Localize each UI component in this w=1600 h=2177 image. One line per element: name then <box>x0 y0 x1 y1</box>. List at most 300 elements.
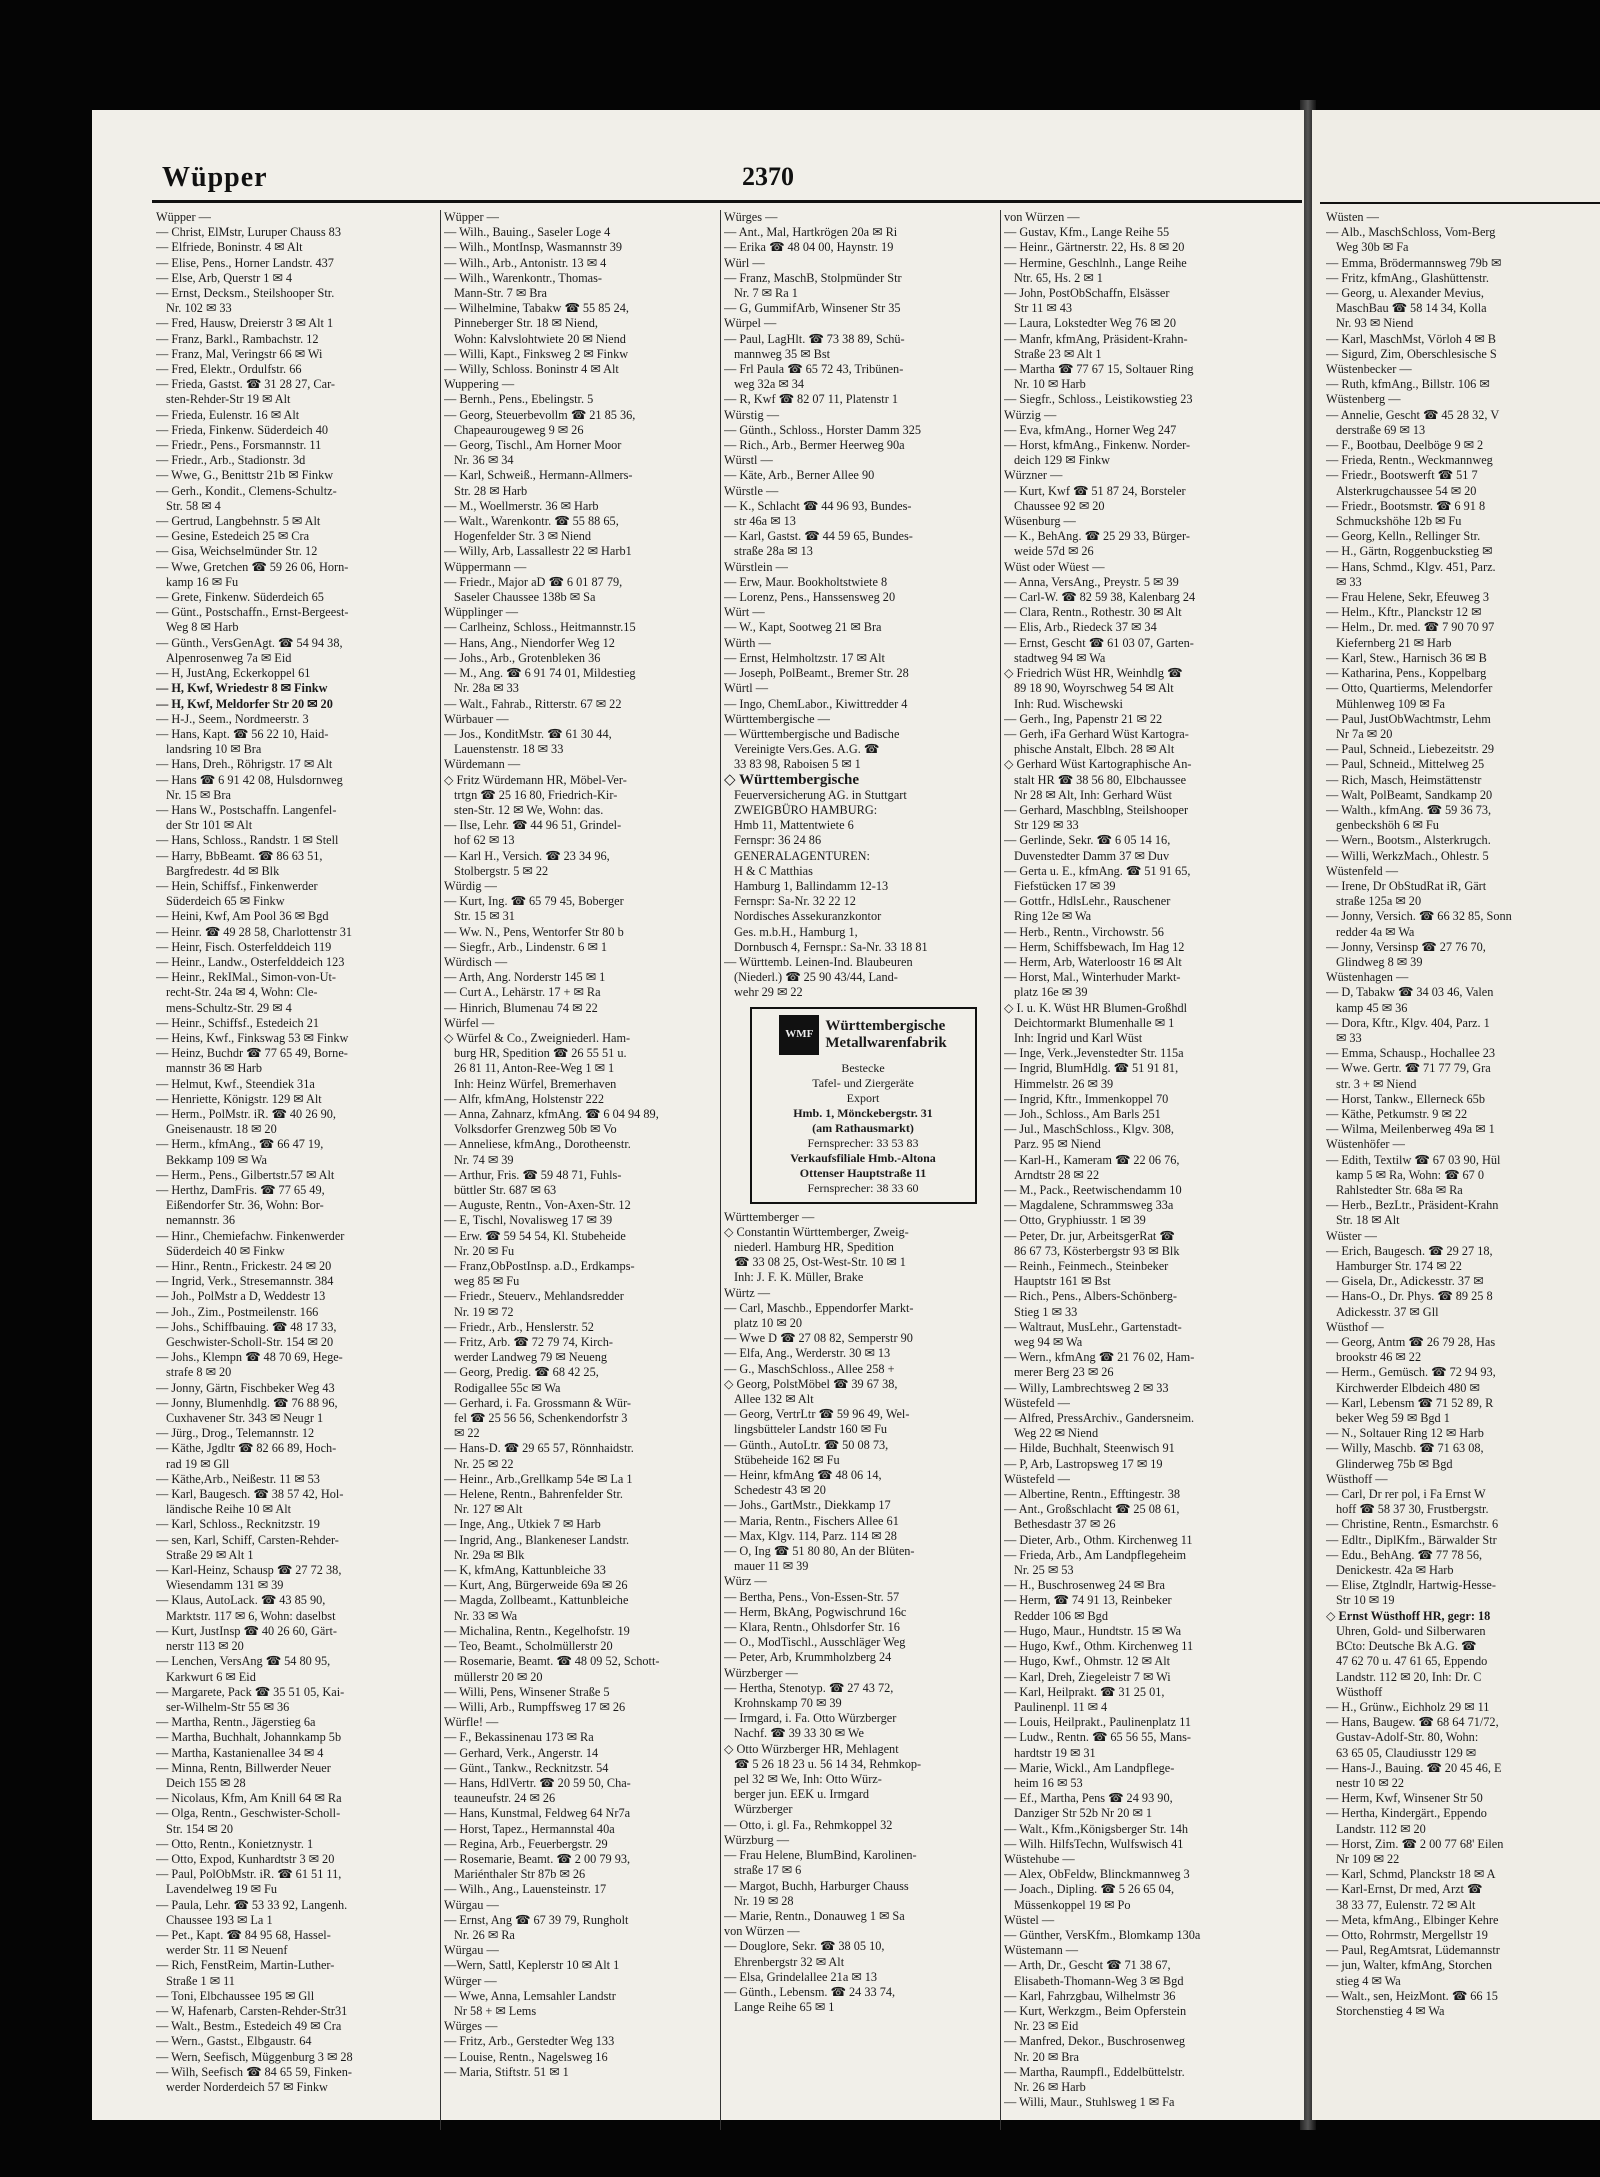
directory-entry: Vereinigte Vers.Ges. A.G. ☎ <box>734 742 880 757</box>
directory-entry: Fernspr: Sa-Nr. 32 22 12 <box>734 894 856 909</box>
directory-entry: Straße 23 ✉ Alt 1 <box>1014 346 1102 361</box>
directory-entry: stalt HR ☎ 38 56 80, Elbchaussee <box>1014 772 1187 787</box>
directory-entry: Stolbergstr. 5 ✉ 22 <box>454 863 549 878</box>
directory-entry: — Siegfr., Schloss., Leistikowstieg 23 <box>1004 392 1193 407</box>
directory-entry: — Gisela, Dr., Adickesstr. 37 ✉ <box>1326 1274 1484 1289</box>
directory-entry: Karkwurt 6 ✉ Eid <box>166 1669 256 1684</box>
directory-entry: Rodigallee 55c ✉ Wa <box>454 1380 561 1395</box>
ad-address-note: (am Rathausmarkt) <box>812 1120 914 1135</box>
directory-entry: — Joach., Dipling. ☎ 5 26 65 04, <box>1004 1882 1175 1897</box>
directory-entry: Nr. 26 ✉ Ra <box>454 1927 515 1942</box>
directory-entry: straße 125a ✉ 20 <box>1336 894 1422 909</box>
directory-entry: 47 62 70 u. 47 61 65, Eppendo <box>1336 1654 1488 1669</box>
directory-entry: — Dora, Kftr., Klgv. 404, Parz. 1 <box>1326 1015 1490 1030</box>
directory-entry: — Walt., sen, HeizMont. ☎ 66 15 <box>1326 1988 1498 2003</box>
directory-entry: burg HR, Spedition ☎ 26 55 51 u. <box>454 1046 627 1061</box>
directory-entry: — Horst, Tapez., Hermannstal 40a <box>444 1821 615 1836</box>
ad-company-line-1: Württembergische <box>825 1017 946 1034</box>
directory-entry: — O., ModTischl., Ausschläger Weg <box>724 1635 906 1650</box>
directory-entry: — Ernst, Decksm., Steilshooper Str. <box>156 286 335 301</box>
directory-entry: — Ingrid, Ang., Blankeneser Landstr. <box>444 1532 630 1547</box>
directory-entry: — Georg, VertrLtr ☎ 59 96 49, Wel- <box>724 1407 910 1422</box>
directory-entry: Kirchwerder Elbdeich 480 ✉ <box>1336 1380 1480 1395</box>
directory-entry: Süderdeich 40 ✉ Finkw <box>166 1243 285 1258</box>
surname-heading: Würgau — <box>444 1943 499 1958</box>
directory-entry: — Johs., Klempn ☎ 48 70 69, Hege- <box>156 1350 343 1365</box>
column-3-entries <box>724 210 1002 1001</box>
directory-entry: — Herm., Pens., Gilbertstr.57 ✉ Alt <box>156 1167 335 1182</box>
directory-entry: — Horst, Tankw., Ellerneck 65b <box>1326 1091 1485 1106</box>
directory-entry: — Elsa, Grindelallee 21a ✉ 13 <box>724 1969 878 1984</box>
directory-entry: Parz. 95 ✉ Niend <box>1014 1137 1101 1152</box>
directory-entry: Nr. 26 ✉ Harb <box>1014 2079 1086 2094</box>
directory-entry: — Wilh, Seefisch ☎ 84 65 59, Finken- <box>156 2064 352 2079</box>
directory-entry: — Wilhelmine, Tabakw ☎ 55 85 24, <box>444 301 629 316</box>
directory-entry: Hamburger Str. 174 ✉ 22 <box>1336 1259 1462 1274</box>
directory-entry: — Gerh., Kondit., Clemens-Schultz- <box>156 483 337 498</box>
surname-heading: Wüster — <box>1326 1228 1377 1243</box>
directory-entry: Elisabeth-Thomann-Weg 3 ✉ Bgd <box>1014 1973 1184 1988</box>
surname-heading: Würzner — <box>1004 468 1063 483</box>
directory-entry: Schedestr 43 ✉ 20 <box>734 1483 826 1498</box>
directory-entry: — Hans, Kapt. ☎ 56 22 10, Haid- <box>156 726 329 741</box>
directory-entry: weide 57d ✉ 26 <box>1014 544 1094 559</box>
surname-heading: Wüsenburg — <box>1004 514 1076 529</box>
directory-entry: — Georg, Predig. ☎ 68 42 25, <box>444 1365 599 1380</box>
directory-entry: — H-J., Seem., Nordmeerstr. 3 <box>156 711 309 726</box>
directory-entry: platz 10 ✉ 20 <box>734 1315 803 1330</box>
directory-entry: — Herm, ☎ 74 91 13, Reinbeker <box>1004 1593 1172 1608</box>
directory-entry: mannstr 36 ✉ Harb <box>166 1061 263 1076</box>
directory-entry: Kiefernberg 21 ✉ Harb <box>1336 635 1452 650</box>
directory-entry: — Heinz, Buchdr ☎ 77 65 49, Borne- <box>156 1046 348 1061</box>
directory-entry: — Michalina, Rentn., Kegelhofstr. 19 <box>444 1623 630 1638</box>
directory-entry: — Karl-Heinz, Schausp ☎ 27 72 38, <box>156 1563 342 1578</box>
directory-entry: — Arthur, Fris. ☎ 59 48 71, Fuhls- <box>444 1167 622 1182</box>
directory-entry: redder 4a ✉ Wa <box>1336 924 1415 939</box>
directory-entry: 38 33 77, Eulenstr. 72 ✉ Alt <box>1336 1897 1476 1912</box>
directory-entry: — Karl, Schmd, Planckstr 18 ✉ A <box>1326 1867 1496 1882</box>
directory-entry: — Edith, Textilw ☎ 67 03 90, Hül <box>1326 1152 1501 1167</box>
directory-entry: — Joseph, PolBeamt., Bremer Str. 28 <box>724 666 909 681</box>
directory-entry: — Louise, Rentn., Nagelsweg 16 <box>444 2049 608 2064</box>
directory-entry: Wiesendamm 131 ✉ 39 <box>166 1578 284 1593</box>
directory-entry: — H, Kwf, Meldorfer Str 20 ✉ 20 <box>156 696 333 711</box>
directory-entry: — Carl, Dr rer pol, i Fa Ernst W <box>1326 1487 1486 1502</box>
directory-entry: — Minna, Rentn, Billwerder Neuer <box>156 1760 331 1775</box>
directory-entry: — Heinr, kfmAng ☎ 48 06 14, <box>724 1468 882 1483</box>
directory-entry: — Hilde, Buchhalt, Steenwisch 91 <box>1004 1441 1175 1456</box>
directory-entry: landsring 10 ✉ Bra <box>166 742 262 757</box>
directory-entry: — Karl, MaschMst, Vörloh 4 ✉ B <box>1326 331 1496 346</box>
directory-entry: Weg 22 ✉ Niend <box>1014 1426 1099 1441</box>
surname-heading: Wüstenberg — <box>1326 392 1401 407</box>
directory-entry: mannweg 35 ✉ Bst <box>734 346 831 361</box>
surname-heading: Wuppering — <box>444 377 515 392</box>
directory-entry: — Heinr., Gärtnerstr. 22, Hs. 8 ✉ 20 <box>1004 240 1185 255</box>
directory-entry: Weg 30b ✉ Fa <box>1336 240 1409 255</box>
directory-entry: — Magdalene, Schrammsweg 33a <box>1004 1198 1174 1213</box>
directory-entry: — Ingrid, Verk., Stresemannstr. 384 <box>156 1274 334 1289</box>
directory-entry: hof 62 ✉ 13 <box>454 833 515 848</box>
directory-entry: — Hans, Schmd., Klgv. 451, Parz. <box>1326 559 1496 574</box>
directory-entry: nemannstr. 36 <box>166 1213 235 1228</box>
directory-entry: — Jonny, Versich. ☎ 66 32 85, Sonn <box>1326 909 1512 924</box>
directory-page <box>92 110 1304 2120</box>
directory-entry: — G., MaschSchloss., Allee 258 + <box>724 1361 895 1376</box>
directory-entry: — Heini, Kwf, Am Pool 36 ✉ Bgd <box>156 909 329 924</box>
directory-entry: — Georg, Antm ☎ 26 79 28, Has <box>1326 1335 1496 1350</box>
directory-entry: — Wwe D ☎ 27 08 82, Semperstr 90 <box>724 1331 913 1346</box>
directory-entry: büttler Str. 687 ✉ 63 <box>454 1183 557 1197</box>
directory-entry: — Emma, Brödermannsweg 79b ✉ <box>1326 255 1502 270</box>
directory-entry: — Herm, BkAng, Pogwischrund 16c <box>724 1604 907 1619</box>
directory-entry: — Willi, Arb., Rumpffsweg 17 ✉ 26 <box>444 1699 626 1714</box>
directory-entry: Str. 154 ✉ 20 <box>166 1821 234 1836</box>
directory-entry: weg 32a ✉ 34 <box>734 377 805 392</box>
directory-entry: Stieg 1 ✉ 33 <box>1014 1304 1078 1319</box>
directory-entry: — Irmgard, i. Fa. Otto Würzberger <box>724 1711 897 1726</box>
directory-entry: — Peter, Dr. jur, ArbeitsgerRat ☎ <box>1004 1228 1175 1243</box>
directory-entry: MaschBau ☎ 58 14 34, Kolla <box>1336 301 1487 316</box>
directory-entry: — Friedr., Major aD ☎ 6 01 87 79, <box>444 574 623 589</box>
directory-entry: — Martha, Raumpfl., Eddelbüttelstr. <box>1004 2064 1185 2079</box>
surname-heading: Wüstemann — <box>1004 1943 1079 1958</box>
directory-entry: — H, Kwf, Wriedestr 8 ✉ Finkw <box>156 681 328 696</box>
directory-entry: — Friedr., Pens., Forsmannstr. 11 <box>156 438 322 453</box>
directory-entry: — Walt., Bestm., Estedeich 49 ✉ Cra <box>156 2019 342 2034</box>
directory-entry: — Carlheinz, Schloss., Heitmannstr.15 <box>444 620 636 635</box>
directory-entry: — Wilma, Meilenberweg 49a ✉ 1 <box>1326 1122 1495 1137</box>
directory-entry: — Günth., Schloss., Horster Damm 325 <box>724 422 922 437</box>
directory-entry: Wohn: Kalvslohtwiete 20 ✉ Niend <box>454 331 626 346</box>
directory-entry: Hmb 11, Mattentwiete 6 <box>734 818 854 833</box>
page-number: 2370 <box>742 162 794 191</box>
directory-entry: lingsbütteler Landstr 160 ✉ Fu <box>734 1422 888 1437</box>
directory-entry: kamp 16 ✉ Fu <box>166 574 239 589</box>
directory-entry: Müssenkoppel 19 ✉ Po <box>1014 1897 1131 1912</box>
directory-entry: str 46a ✉ 13 <box>734 514 796 529</box>
directory-entry: — W, Hafenarb, Carsten-Rehder-Str31 <box>156 2003 348 2018</box>
directory-entry: — Georg, Tischl., Am Horner Moor <box>444 438 622 453</box>
surname-heading: Würpel — <box>724 316 777 331</box>
facing-page-column <box>1326 210 1600 2019</box>
directory-entry: — Ingrid, Kftr., Immenkoppel 70 <box>1004 1091 1169 1106</box>
directory-entry: — Hans, HdlVertr. ☎ 20 59 50, Cha- <box>444 1775 631 1790</box>
directory-entry: — Klara, Rentn., Ohlsdorfer Str. 16 <box>724 1620 900 1635</box>
directory-entry: — Carl-W. ☎ 82 59 38, Kalenbarg 24 <box>1004 590 1196 605</box>
directory-entry: sten-Str. 12 ✉ We, Wohn: das. <box>454 802 604 817</box>
directory-entry: — N., Soltauer Ring 12 ✉ Harb <box>1326 1426 1484 1441</box>
directory-entry: — Inge, Verk.,Jevenstedter Str. 115a <box>1004 1046 1184 1061</box>
directory-entry: Deichtormarkt Blumenhalle ✉ 1 <box>1014 1015 1175 1030</box>
directory-entry: Hamburg 1, Ballindamm 12-13 <box>734 878 889 893</box>
directory-entry: ◇ Gerhard Wüst Kartographische An- <box>1004 757 1192 772</box>
directory-entry: sten-Rehder-Str 19 ✉ Alt <box>166 392 291 407</box>
directory-entry: — Otto, Rohrmstr, Mergellstr 19 <box>1326 1927 1488 1942</box>
directory-entry: genbeckshöh 6 ✉ Fu <box>1336 818 1439 833</box>
directory-entry: — Toni, Elbchaussee 195 ✉ Gll <box>156 1988 315 2003</box>
surname-heading: Würtz — <box>724 1285 771 1300</box>
surname-heading: Würtl — <box>724 681 769 696</box>
directory-entry: ◇ Friedrich Wüst HR, Weinhdlg ☎ <box>1004 666 1183 681</box>
directory-entry: — Christine, Rentn., Esmarchstr. 6 <box>1326 1517 1499 1532</box>
directory-entry: — Rich., Arb., Bermer Heerweg 90a <box>724 438 905 453</box>
directory-entry: — Günth., Lebensm. ☎ 24 33 74, <box>724 1984 896 1999</box>
directory-entry: — K, kfmAng, Kattunbleiche 33 <box>444 1563 606 1578</box>
surname-heading: von Würzen — <box>724 1924 800 1939</box>
directory-entry: Nr. 29a ✉ Blk <box>454 1547 525 1562</box>
directory-entry: — sen, Karl, Schiff, Carsten-Rehder- <box>156 1532 339 1547</box>
directory-entry: weg 94 ✉ Wa <box>1014 1335 1083 1350</box>
surname-heading: Wüstehube — <box>1004 1851 1075 1866</box>
directory-entry: beker Weg 59 ✉ Bgd 1 <box>1336 1411 1450 1426</box>
directory-entry: — Joh., PolMstr a D, Weddestr 13 <box>156 1289 326 1304</box>
directory-entry: — Hans W., Postschaffn. Langenfel- <box>156 802 337 817</box>
directory-entry: Cuxhavener Str. 343 ✉ Neugr 1 <box>166 1411 324 1426</box>
directory-entry: — Inge, Ang., Utkiek 7 ✉ Harb <box>444 1517 601 1532</box>
directory-entry: Alpenrosenweg 7a ✉ Eid <box>166 650 292 665</box>
directory-entry: — Ilse, Lehr. ☎ 44 96 51, Grindel- <box>444 818 622 833</box>
directory-entry: BCto: Deutsche Bk A.G. ☎ <box>1336 1639 1477 1654</box>
surname-heading: Würzburg — <box>724 1832 789 1847</box>
directory-entry: — Gerhard, Verk., Angerstr. 14 <box>444 1745 599 1760</box>
directory-entry: — Martha ☎ 77 67 15, Soltauer Ring <box>1004 362 1194 377</box>
directory-entry: — Bernh., Pens., Ebelingstr. 5 <box>444 392 594 407</box>
directory-entry: — Heinr., RekIMal., Simon-von-Ut- <box>156 970 336 985</box>
directory-entry: — Fred, Elektr., Ordulfstr. 66 <box>156 362 302 377</box>
directory-entry: Wüsthoff <box>1336 1684 1383 1699</box>
directory-entry: Inh: Heinz Würfel, Bremerhaven <box>454 1076 617 1091</box>
directory-entry: der Str 101 ✉ Alt <box>166 818 253 833</box>
directory-entry: strafe 8 ✉ 20 <box>166 1365 232 1380</box>
header-rule <box>152 200 1302 203</box>
directory-entry: — Franz, Barkl., Rambachstr. 12 <box>156 331 319 346</box>
directory-entry: — Heins, Kwf., Finkswag 53 ✉ Finkw <box>156 1030 349 1045</box>
directory-entry: ☎ 5 26 18 23 u. 56 14 34, Rehmkop- <box>734 1756 922 1771</box>
directory-entry: — Joh., Zim., Postmeilenstr. 166 <box>156 1304 319 1319</box>
directory-entry: — Henriette, Königstr. 129 ✉ Alt <box>156 1091 322 1106</box>
directory-entry: — Johs., Schiffbauing. ☎ 48 17 33, <box>156 1319 337 1334</box>
directory-entry: merer Berg 23 ✉ 26 <box>1014 1365 1114 1380</box>
directory-entry: — Herm., PolMstr. iR. ☎ 40 26 90, <box>156 1106 336 1121</box>
directory-entry: — Gertrud, Langbehnstr. 5 ✉ Alt <box>156 514 321 529</box>
directory-entry: Alsterkrugchaussee 54 ✉ 20 <box>1336 483 1477 498</box>
directory-entry: Straße 1 ✉ 11 <box>166 1973 235 1988</box>
directory-entry: — Franz, Mal, Veringstr 66 ✉ Wi <box>156 346 323 361</box>
directory-entry: — Walth., kfmAng. ☎ 59 36 73, <box>1326 802 1492 817</box>
directory-entry: — Frau Helene, BlumBind, Karolinen- <box>724 1848 917 1863</box>
directory-entry: — Emma, Schausp., Hochallee 23 <box>1326 1046 1496 1061</box>
directory-entry: Nr. 28a ✉ 33 <box>454 681 519 696</box>
surname-heading: Würstl — <box>724 453 773 468</box>
surname-heading: Wüstenbecker — <box>1326 362 1412 377</box>
directory-entry: Ehrenbergstr 32 ✉ Alt <box>734 1954 845 1969</box>
directory-entry: — Laura, Lokstedter Weg 76 ✉ 20 <box>1004 316 1176 331</box>
directory-entry: — D, Tabakw ☎ 34 03 46, Valen <box>1326 985 1494 1000</box>
directory-entry: — Helmut, Kwf., Steendiek 31a <box>156 1076 315 1091</box>
directory-entry: — Arth, Dr., Gescht ☎ 71 38 67, <box>1004 1958 1171 1973</box>
surname-heading: Würdisch — <box>444 954 508 969</box>
directory-entry: — Horst, Zim. ☎ 2 00 77 68' Eilen <box>1326 1836 1504 1851</box>
directory-entry: Nr. 93 ✉ Niend <box>1336 316 1414 331</box>
directory-entry: — Friedr., Arb., Henslerstr. 52 <box>444 1319 594 1334</box>
surname-heading: Wüsten — <box>1326 210 1379 224</box>
directory-entry: — Walt, PolBeamt, Sandkamp 20 <box>1326 787 1493 802</box>
directory-entry: ✉ 22 <box>454 1426 480 1441</box>
directory-entry: — Fritz, kfmAng., Glashüttenstr. <box>1326 270 1489 285</box>
directory-entry: — Jonny, Versinsp ☎ 27 76 70, <box>1326 939 1486 954</box>
directory-entry: — Curt A., Lehärstr. 17 + ✉ Ra <box>444 985 601 1000</box>
directory-entry: — Otto, i. gl. Fa., Rehmkoppel 32 <box>724 1817 893 1832</box>
directory-entry: — Hugo, Kwf., Othm. Kirchenweg 11 <box>1004 1639 1194 1654</box>
directory-entry: — Wilh. HilfsTechn, Wulfswisch 41 <box>1004 1836 1184 1851</box>
directory-entry: — Friedr., Steuerv., Mehlandsredder <box>444 1289 624 1304</box>
directory-entry: — Karl, Heilprakt. ☎ 31 25 01, <box>1004 1684 1165 1699</box>
directory-entry: — Herm, Schiffsbewach, Im Hag 12 <box>1004 939 1185 954</box>
directory-entry: — Paul, Schneid., Mittelweg 25 <box>1326 757 1485 772</box>
directory-entry: Saseler Chaussee 138b ✉ Sa <box>454 590 596 605</box>
wmf-logo: WMF <box>779 1015 819 1055</box>
directory-entry: Str 10 ✉ 19 <box>1336 1593 1395 1608</box>
directory-entry: Bekkamp 109 ✉ Wa <box>166 1152 267 1167</box>
directory-entry: ◇ I. u. K. Wüst HR Blumen-Großhdl <box>1004 1000 1188 1015</box>
directory-entry: — K., Schlacht ☎ 44 96 93, Bundes- <box>724 498 912 513</box>
ad-company-line-2: Metallwarenfabrik <box>825 1034 947 1051</box>
directory-entry: — Hinrich, Blumenau 74 ✉ 22 <box>444 1000 598 1015</box>
directory-entry: — Manfred, Dekor., Buschrosenweg <box>1004 2034 1185 2049</box>
directory-entry: — Wilh., Ang., Lauensteinstr. 17 <box>444 1882 607 1897</box>
directory-entry: — Magda, Zollbeamt., Kattunbleiche <box>444 1593 629 1608</box>
directory-entry: — Kurt, JustInsp ☎ 40 26 60, Gärt- <box>156 1623 337 1638</box>
directory-entry: Arndtstr 28 ✉ 22 <box>1014 1167 1100 1182</box>
directory-entry: Hogenfelder Str. 3 ✉ Niend <box>454 529 592 544</box>
directory-entry: Nr. 74 ✉ 39 <box>454 1152 514 1167</box>
surname-heading: Wüpper — <box>156 210 211 224</box>
directory-entry: — H., Grünw., Eichholz 29 ✉ 11 <box>1326 1699 1490 1714</box>
directory-entry: Str. 28 ✉ Harb <box>454 483 528 498</box>
directory-entry: — Helm., Dr. med. ☎ 7 90 70 97 <box>1326 620 1495 635</box>
directory-entry: Denickestr. 42a ✉ Harb <box>1336 1563 1454 1578</box>
directory-entry: — Gerlinde, Sekr. ☎ 6 05 14 16, <box>1004 833 1171 848</box>
directory-entry: — Hinr., Rentn., Frickestr. 24 ✉ 20 <box>156 1259 332 1274</box>
directory-entry: — Johs., GartMstr., Diekkamp 17 <box>724 1498 891 1513</box>
directory-entry: — Margot, Buchh, Harburger Chauss <box>724 1878 909 1893</box>
directory-entry: — Wern, Seefisch, Müggenburg 3 ✉ 28 <box>156 2049 353 2064</box>
directory-entry: ◇ Ernst Wüsthoff HR, gegr: 18 <box>1326 1608 1491 1623</box>
directory-entry: ◇ Constantin Württemberger, Zweig- <box>724 1224 909 1239</box>
directory-entry: Hauptstr 161 ✉ Bst <box>1014 1274 1111 1289</box>
directory-entry: — Eva, kfmAng., Horner Weg 247 <box>1004 422 1177 437</box>
directory-entry: wehr 29 ✉ 22 <box>734 985 803 1000</box>
directory-entry: — O, Ing ☎ 51 80 80, An der Blüten- <box>724 1544 915 1559</box>
directory-entry: — Erw, Maur. Bookholtstwiete 8 <box>724 574 888 589</box>
directory-entry: — Ef., Martha, Pens ☎ 24 93 90, <box>1004 1791 1173 1806</box>
directory-entry: — M., Pack., Reetwischendamm 10 <box>1004 1183 1182 1197</box>
directory-entry: recht-Str. 24a ✉ 4, Wohn: Cle- <box>166 985 318 1000</box>
directory-entry: — H., Buschrosenweg 24 ✉ Bra <box>1004 1578 1165 1593</box>
directory-entry: — Wilh., Bauing., Saseler Loge 4 <box>444 225 611 240</box>
directory-entry: — Lorenz, Pens., Hanssensweg 20 <box>724 590 896 605</box>
directory-entry: — Paul, Schneid., Liebezeitstr. 29 <box>1326 742 1495 757</box>
directory-entry: Fernspr: 36 24 86 <box>734 833 822 848</box>
column-4 <box>1004 210 1282 2110</box>
directory-entry: — Württembergische und Badische <box>724 726 900 741</box>
directory-entry: — Karl H., Versich. ☎ 23 34 96, <box>444 848 610 863</box>
directory-entry: — Siegfr., Arb., Lindenstr. 6 ✉ 1 <box>444 939 607 954</box>
directory-entry: — Frieda, Eulenstr. 16 ✉ Alt <box>156 407 300 422</box>
directory-entry: — Kurt, Ang, Bürgerweide 69a ✉ 26 <box>444 1578 628 1593</box>
directory-entry: — Nicolaus, Kfm, Am Knill 64 ✉ Ra <box>156 1791 342 1806</box>
directory-entry: — Grete, Finkenw. Süderdeich 65 <box>156 590 324 605</box>
directory-entry: werder Norderdeich 57 ✉ Finkw <box>166 2079 328 2094</box>
directory-entry: — Friedr., Arb., Stadionstr. 3d <box>156 453 306 468</box>
directory-entry: Inh: Rud. Wischewski <box>1014 696 1123 711</box>
directory-entry: Nr 7a ✉ 20 <box>1336 726 1393 741</box>
directory-entry: Nr. 23 ✉ Eid <box>1014 2019 1079 2034</box>
ad-branch-address: Ottenser Hauptstraße 11 <box>799 1165 927 1180</box>
surname-heading: Würstig — <box>724 407 779 422</box>
directory-entry: — Käthe, Petkumstr. 9 ✉ 22 <box>1326 1106 1468 1121</box>
directory-entry: — Fritz, Arb. ☎ 72 79 74, Kirch- <box>444 1335 614 1350</box>
directory-entry: — Hans-J., Bauing. ☎ 20 45 46, E <box>1326 1760 1502 1775</box>
directory-entry: Volksdorfer Grenzweg 50b ✉ Vo <box>454 1122 617 1137</box>
directory-entry: — Willy, Lambrechtsweg 2 ✉ 33 <box>1004 1380 1169 1395</box>
directory-entry: — Marie, Rentn., Donauweg 1 ✉ Sa <box>724 1908 905 1923</box>
directory-entry: fel ☎ 25 56 56, Schenkendorfstr 3 <box>454 1411 628 1426</box>
directory-entry: — Heinr. ☎ 49 28 58, Charlottenstr 31 <box>156 924 352 939</box>
directory-entry: — Wilh., MontInsp, Wasmannstr 39 <box>444 240 623 255</box>
directory-entry: Feuerversicherung AG. in Stuttgart <box>734 787 907 802</box>
directory-entry: — Martha, Rentn., Jägerstieg 6a <box>156 1715 316 1730</box>
directory-entry: Nr. 33 ✉ Wa <box>454 1608 518 1623</box>
facing-page <box>1312 110 1600 2120</box>
directory-entry: — Bertha, Pens., Von-Essen-Str. 57 <box>724 1589 900 1604</box>
directory-entry: Chaussee 92 ✉ 20 <box>1014 498 1105 513</box>
column-1 <box>156 210 434 2095</box>
directory-entry: — Gottfr., HdlsLehr., Rauschener <box>1004 894 1171 909</box>
ad-branch-phone: Fernsprecher: 38 33 60 <box>807 1180 919 1195</box>
directory-entry: Nr. 25 ✉ 22 <box>454 1456 514 1471</box>
directory-entry: — Frieda, Gastst. ☎ 31 28 27, Car- <box>156 377 336 392</box>
directory-entry: — Wwe, G., Benittstr 21b ✉ Finkw <box>156 468 334 483</box>
directory-entry: — Fred, Hausw, Dreierstr 3 ✉ Alt 1 <box>156 316 334 331</box>
directory-entry: — Frieda, Finkenw. Süderdeich 40 <box>156 422 329 437</box>
directory-entry: — Wern., Gastst., Elbgaustr. 64 <box>156 2034 312 2049</box>
directory-entry: — Horst, kfmAng., Finkenw. Norder- <box>1004 438 1191 453</box>
directory-entry: — Anna, VersAng., Preystr. 5 ✉ 39 <box>1004 574 1179 589</box>
surname-heading: Württembergische — <box>724 711 830 726</box>
directory-entry: Ges. m.b.H., Hamburg 1, <box>734 924 858 939</box>
directory-entry: — Otto, Gryphiusstr. 1 ✉ 39 <box>1004 1213 1146 1228</box>
directory-entry: — Herb., BezLtr., Präsident-Krahn <box>1326 1198 1499 1213</box>
directory-entry: ser-Wilhelm-Str 55 ✉ 36 <box>166 1699 290 1714</box>
directory-entry: — Alfr, kfmAng, Holstenstr 222 <box>444 1091 605 1106</box>
directory-entry: — H, JustAng, Eckerkoppel 61 <box>156 666 311 681</box>
directory-entry: — Jos., KonditMstr. ☎ 61 30 44, <box>444 726 612 741</box>
directory-entry: Marktstr. 117 ✉ 6, Wohn: daselbst <box>166 1608 336 1623</box>
surname-heading: Würdig — <box>444 878 497 893</box>
directory-entry: ◇ Württembergische <box>724 772 859 788</box>
directory-entry: — Willi, Kapt., Finksweg 2 ✉ Finkw <box>444 346 629 361</box>
directory-entry: müllerstr 20 ✉ 20 <box>454 1669 543 1684</box>
directory-entry: ✉ 33 <box>1336 1030 1362 1045</box>
directory-entry: — Karl, Gastst. ☎ 44 59 65, Bundes- <box>724 529 913 544</box>
directory-entry: — Frieda, Arb., Am Landpflegeheim <box>1004 1547 1187 1562</box>
directory-entry: — Maria, Rentn., Fischers Allee 61 <box>724 1513 899 1528</box>
directory-entry: — Helm., Kftr., Planckstr 12 ✉ <box>1326 605 1482 620</box>
directory-entry: hoff ☎ 58 37 30, Frustbergstr. <box>1336 1502 1489 1517</box>
